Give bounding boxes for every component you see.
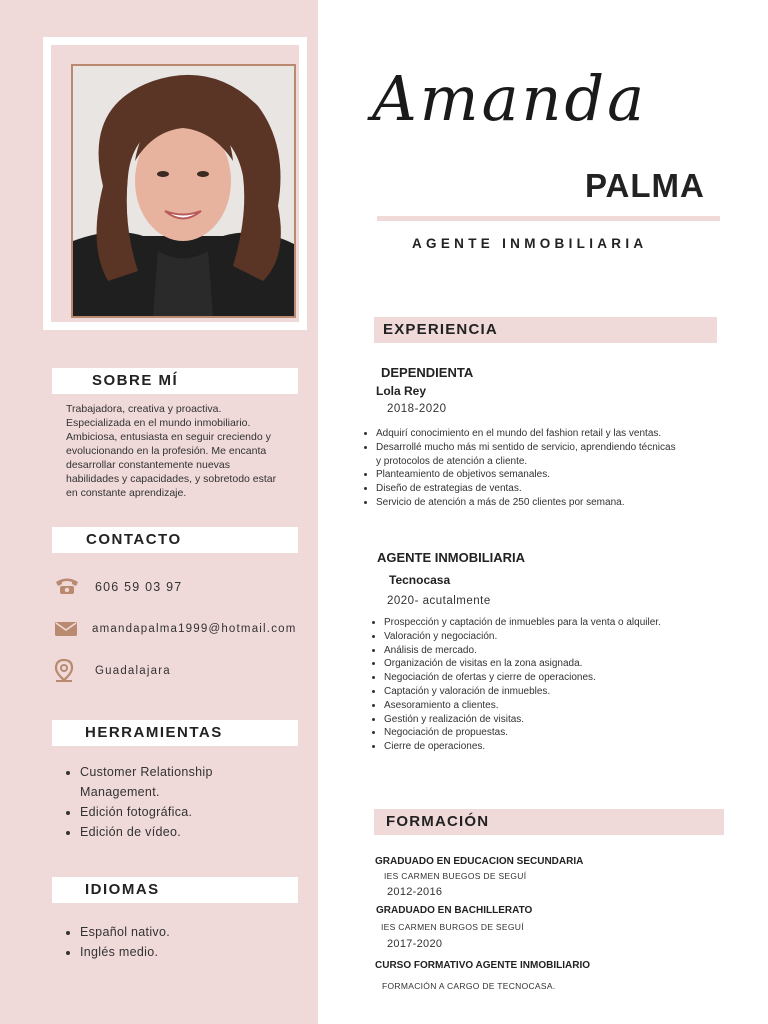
list-item: • Español nativo.: [80, 922, 280, 942]
job-duties-list: [368, 616, 684, 754]
list-item: • Asesoramiento a clientes.: [384, 699, 684, 713]
list-item: • Análisis de mercado.: [384, 644, 684, 658]
profile-photo: [71, 64, 296, 318]
about-heading: SOBRE MÍ: [52, 368, 298, 394]
list-item: • Desarrollé mucho más mi sentido de servicio, aprendiendo técnicas y protocolos de atención a cliente.: [376, 441, 681, 469]
contact-phone: [52, 576, 307, 600]
job-dates: 2020- acutalmente: [387, 595, 491, 607]
list-item: • Inglés medio.: [80, 942, 280, 962]
list-item: • Edición de vídeo.: [80, 822, 280, 842]
about-text: Trabajadora, creativa y proactiva. Especializada en el mundo inmobiliario. Ambiciosa, entusiasta en seguir creciendo y evolucionando en la profesión. Me encanta desarrollar constantemente nuevas habilidades y capacidades, y sobretodo estar en constante aprendizaje.: [66, 403, 277, 499]
location-pin-icon: [53, 659, 75, 688]
job-title: AGENTE INMOBILIARIA: [412, 236, 648, 251]
job-role: DEPENDIENTA: [381, 365, 474, 380]
profile-photo-illustration: [73, 66, 294, 316]
languages-list: [60, 922, 280, 962]
list-item: • Prospección y captación de inmuebles para la venta o alquiler.: [384, 616, 684, 630]
education-dates: 2017-2020: [387, 938, 443, 950]
list-item: • Servicio de atención a más de 250 clientes por semana.: [376, 496, 681, 510]
email-icon: [54, 620, 78, 643]
education-school: IES CARMEN BURGOS DE SEGUÍ: [381, 922, 524, 932]
job-role: AGENTE INMOBILIARIA: [377, 550, 526, 565]
contact-heading: CONTACTO: [52, 527, 298, 553]
list-item: • Planteamiento de objetivos semanales.: [376, 468, 681, 482]
email-address[interactable]: amandapalma1999@hotmail.com: [92, 623, 297, 635]
list-item: • Edición fotográfica.: [80, 802, 280, 822]
experience-heading: EXPERIENCIA: [374, 317, 717, 343]
profile-photo-frame: [43, 37, 307, 330]
list-item: • Gestión y realización de visitas.: [384, 713, 684, 727]
list-item: • Adquirí conocimiento en el mundo del fashion retail y las ventas.: [376, 427, 681, 441]
education-dates: 2012-2016: [387, 886, 443, 898]
job-company: Tecnocasa: [389, 573, 451, 587]
list-item: • Negociación de ofertas y cierre de operaciones.: [384, 671, 684, 685]
first-name-script: Amanda: [372, 62, 648, 135]
education-school: IES CARMEN BUEGOS DE SEGUÍ: [384, 871, 527, 881]
phone-icon: [54, 576, 80, 601]
education-title: GRADUADO EN BACHILLERATO: [376, 905, 533, 916]
job-company: Lola Rey: [376, 384, 427, 398]
list-item: • Diseño de estrategias de ventas.: [376, 482, 681, 496]
location-text: Guadalajara: [95, 665, 171, 677]
list-item: • Captación y valoración de inmuebles.: [384, 685, 684, 699]
list-item: • Negociación de propuestas.: [384, 726, 684, 740]
list-item: • Organización de visitas en la zona asignada.: [384, 657, 684, 671]
education-school: FORMACIÓN A CARGO DE TECNOCASA.: [382, 981, 556, 991]
job-dates: 2018-2020: [387, 403, 447, 415]
education-title: CURSO FORMATIVO AGENTE INMOBILIARIO: [375, 960, 590, 971]
list-item: • Customer Relationship Management.: [80, 762, 280, 802]
job-duties-list: [360, 427, 681, 510]
last-name: PALMA: [585, 167, 705, 204]
name-divider: [377, 216, 720, 221]
list-item: • Valoración y negociación.: [384, 630, 684, 644]
list-item: • Cierre de operaciones.: [384, 740, 684, 754]
tools-list: [60, 762, 280, 842]
languages-heading: IDIOMAS: [52, 877, 298, 903]
education-heading: FORMACIÓN: [374, 809, 724, 835]
education-title: GRADUADO EN EDUCACION SECUNDARIA: [375, 856, 584, 867]
tools-heading: HERRAMIENTAS: [52, 720, 298, 746]
contact-email: [52, 619, 307, 643]
phone-number: 606 59 03 97: [95, 580, 183, 594]
contact-location: [52, 659, 307, 683]
